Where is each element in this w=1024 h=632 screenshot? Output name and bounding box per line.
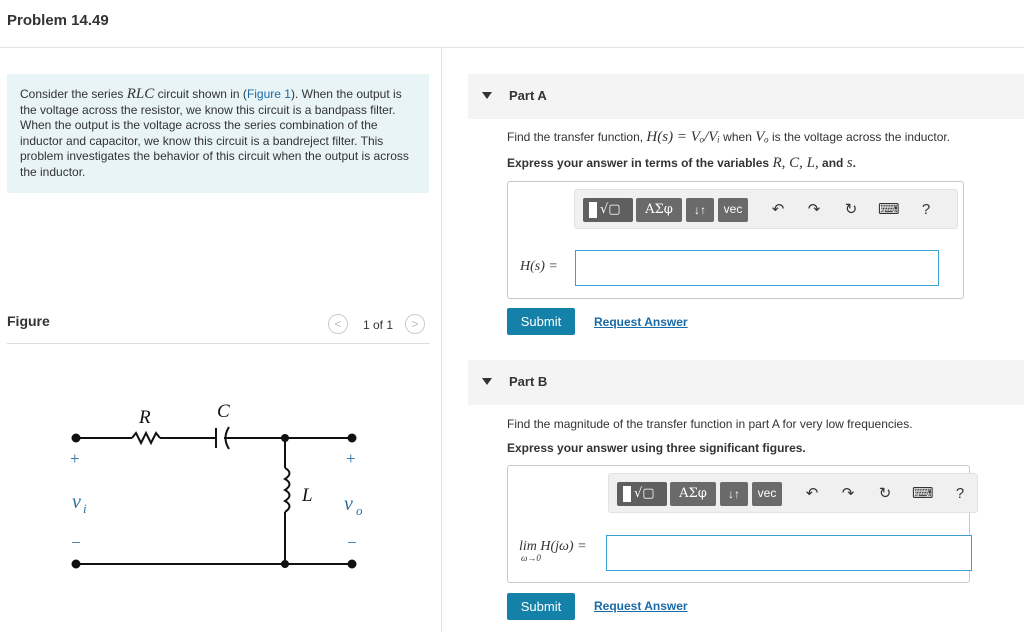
undo-icon[interactable]: ↶ bbox=[771, 201, 785, 218]
terminal-out-top bbox=[348, 434, 357, 443]
reset-icon[interactable]: ↻ bbox=[878, 485, 892, 502]
redo-icon[interactable]: ↷ bbox=[841, 485, 855, 502]
reset-icon[interactable]: ↻ bbox=[844, 201, 858, 218]
collapse-triangle-icon[interactable] bbox=[482, 378, 492, 385]
sort-arrows-button[interactable]: ↓↑ bbox=[720, 482, 748, 506]
part-b-question: Find the magnitude of the transfer function in part A for very low frequencies. bbox=[507, 417, 913, 431]
help-icon[interactable]: ? bbox=[921, 201, 931, 218]
part-b-label: Part B bbox=[509, 374, 548, 389]
terminal-out-bottom bbox=[348, 560, 357, 569]
part-b-header[interactable] bbox=[468, 360, 1024, 405]
label-c: C bbox=[217, 401, 230, 422]
label-vi: v bbox=[72, 491, 81, 513]
label-vo-minus: − bbox=[347, 533, 357, 552]
part-b-instructions: Express your answer using three significant figures. bbox=[507, 441, 806, 455]
sort-arrows-button[interactable]: ↓↑ bbox=[686, 198, 714, 222]
resistor-symbol bbox=[132, 433, 160, 443]
part-b-answer-box bbox=[507, 465, 970, 583]
figure-header bbox=[7, 312, 430, 344]
part-a-request-answer-link[interactable]: Request Answer bbox=[594, 315, 688, 329]
greek-symbols-button[interactable]: ΑΣφ bbox=[670, 482, 716, 506]
label-r: R bbox=[139, 407, 151, 428]
label-vo-sub: o bbox=[356, 503, 363, 518]
undo-icon[interactable]: ↶ bbox=[805, 485, 819, 502]
rlc-circuit-diagram bbox=[40, 380, 380, 580]
part-a-header[interactable] bbox=[468, 74, 1024, 119]
template-block-icon bbox=[623, 486, 631, 502]
math-toolbar bbox=[608, 473, 978, 513]
redo-icon[interactable]: ↷ bbox=[807, 201, 821, 218]
templates-button[interactable] bbox=[583, 198, 633, 222]
figure-title: Figure bbox=[7, 313, 50, 329]
vector-button[interactable]: vec bbox=[718, 198, 748, 222]
label-l: L bbox=[302, 485, 313, 506]
part-b-request-answer-link[interactable]: Request Answer bbox=[594, 599, 688, 613]
part-a-instr-prefix: Express your answer in terms of the variables bbox=[507, 156, 773, 170]
intro-rlc: RLC bbox=[126, 86, 155, 102]
template-block-icon bbox=[589, 202, 597, 218]
keyboard-icon[interactable]: ⌨ bbox=[878, 201, 900, 218]
inductor-symbol bbox=[285, 468, 290, 512]
sqrt-box-icon: √▢ bbox=[600, 202, 621, 217]
keyboard-icon[interactable]: ⌨ bbox=[912, 485, 934, 502]
intro-text-1: Consider the series bbox=[20, 87, 127, 101]
part-a-submit-button[interactable]: Submit bbox=[507, 308, 575, 335]
intro-text-3: ). When the output is the voltage across the resistor, we know this circuit is a bandpass filter. When the output is the voltage across the series combination of the inductor and capacitor, we know this circuit is a bandreject filter. This problem investigates the behavior of this circuit when the output is across the inductor. bbox=[20, 87, 409, 179]
header-divider bbox=[0, 47, 1024, 48]
label-vi-plus: + bbox=[70, 449, 80, 468]
collapse-triangle-icon[interactable] bbox=[482, 92, 492, 99]
intro-text-2: circuit shown in ( bbox=[154, 87, 247, 101]
part-b-answer-label-sub: ω→0 bbox=[521, 553, 541, 563]
part-a-q-suffix: is the voltage across the inductor. bbox=[768, 130, 951, 144]
label-vi-minus: − bbox=[71, 533, 81, 552]
part-a-answer-box bbox=[507, 181, 964, 299]
figure-link[interactable]: Figure 1 bbox=[246, 87, 291, 101]
label-vo-plus: + bbox=[346, 449, 356, 468]
part-a-q-vo: Vₒ bbox=[755, 129, 769, 145]
part-a-instr-s: s bbox=[846, 155, 853, 171]
terminal-in-top bbox=[72, 434, 81, 443]
figure-pager-text: 1 of 1 bbox=[363, 318, 394, 332]
part-b-answer-input[interactable] bbox=[606, 535, 972, 571]
part-a-q-mid: when bbox=[719, 130, 756, 144]
terminal-in-bottom bbox=[72, 560, 81, 569]
part-b-answer-label-text: lim H(jω) = bbox=[519, 539, 587, 554]
greek-symbols-button[interactable]: ΑΣφ bbox=[636, 198, 682, 222]
part-b-answer-label bbox=[519, 540, 587, 563]
problem-intro bbox=[7, 74, 429, 193]
part-a-q-math: H(s) = Vₒ/Vᵢ bbox=[646, 129, 720, 145]
figure-prev-button[interactable]: < bbox=[328, 314, 348, 334]
vector-button[interactable]: vec bbox=[752, 482, 782, 506]
figure-next-button[interactable]: > bbox=[405, 314, 425, 334]
part-a-instr-and: and bbox=[818, 156, 847, 170]
part-a-instr-vars: R, C, L, bbox=[772, 155, 819, 171]
part-a-question bbox=[507, 129, 950, 146]
part-b-submit-button[interactable]: Submit bbox=[507, 593, 575, 620]
node-bottom bbox=[281, 560, 289, 568]
part-a-label: Part A bbox=[509, 88, 547, 103]
label-vi-sub: i bbox=[83, 501, 87, 516]
templates-button[interactable] bbox=[617, 482, 667, 506]
column-divider bbox=[441, 47, 442, 632]
node-top bbox=[281, 434, 289, 442]
part-a-q-prefix: Find the transfer function, bbox=[507, 130, 647, 144]
help-icon[interactable]: ? bbox=[955, 485, 965, 502]
part-a-answer-label: H(s) = bbox=[520, 259, 558, 274]
problem-title: Problem 14.49 bbox=[7, 12, 109, 29]
label-vo: v bbox=[344, 493, 353, 515]
sqrt-box-icon: √▢ bbox=[634, 486, 655, 501]
part-a-instructions bbox=[507, 155, 856, 172]
math-toolbar bbox=[574, 189, 958, 229]
part-a-answer-input[interactable] bbox=[575, 250, 939, 286]
part-a-instr-end: . bbox=[852, 156, 856, 170]
